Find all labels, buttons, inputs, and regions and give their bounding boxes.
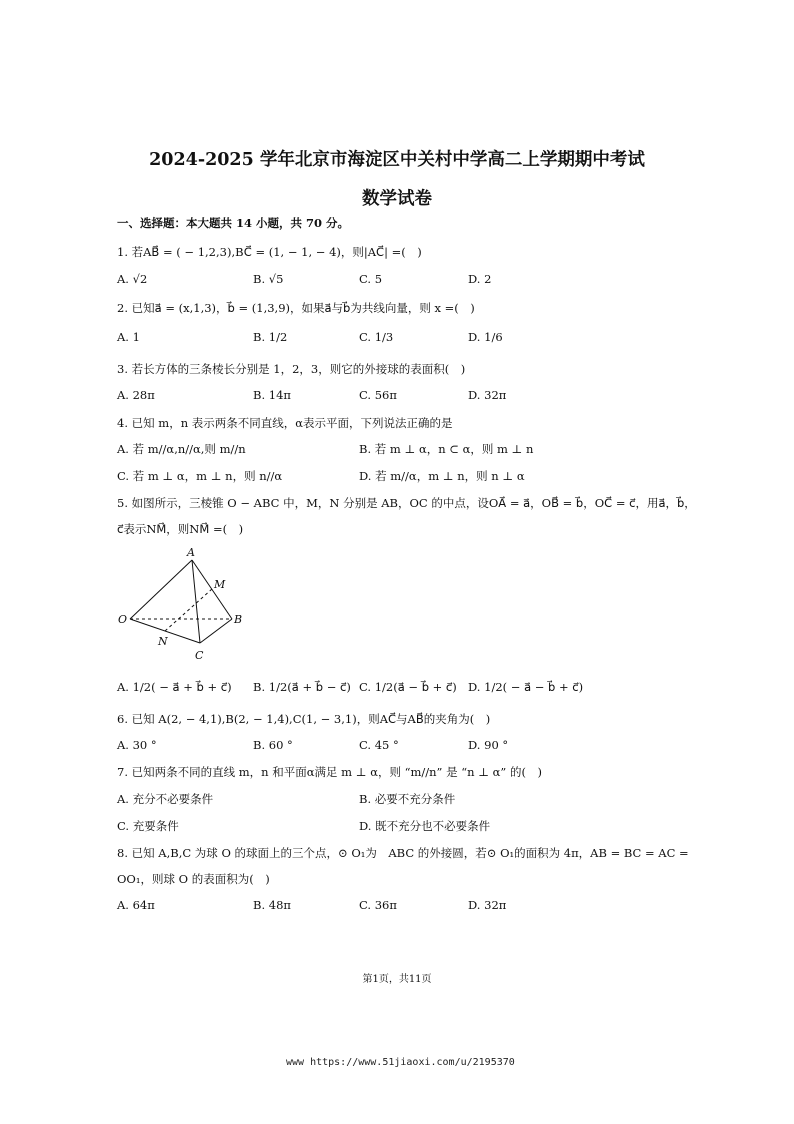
- q5-option-d: D. 1/2( − a⃗ − b⃗ + c⃗): [468, 680, 584, 694]
- q5-option-a: A. 1/2( − a⃗ + b⃗ + c⃗): [117, 680, 232, 694]
- document-title: 2024-2025 学年北京市海淀区中关村中学高二上学期期中考试: [149, 150, 645, 170]
- q7-option-d: D. 既不充分也不必要条件: [359, 819, 491, 833]
- edge-OA: [130, 560, 192, 619]
- q4-option-d: D. 若 m//α，m ⊥ n，则 n ⊥ α: [359, 469, 525, 483]
- q8-option-b: B. 48π: [253, 898, 291, 912]
- label-N: N: [158, 635, 168, 648]
- q6-option-b: B. 60 °: [253, 738, 293, 752]
- question-4-stem: 4. 已知 m，n 表示两条不同直线，α表示平面，下列说法正确的是: [117, 416, 453, 430]
- q3-option-d: D. 32π: [468, 388, 507, 402]
- question-5-stem: 5. 如图所示，三棱锥 O − ABC 中，M，N 分别是 AB，OC 的中点，设OA⃗ = a⃗，OB⃗ = b⃗，OC⃗ = c⃗，用a⃗，b⃗，: [117, 496, 696, 510]
- edge-BC: [200, 619, 232, 643]
- q8-option-c: C. 36π: [359, 898, 397, 912]
- q7-option-a: A. 充分不必要条件: [117, 792, 214, 806]
- label-C: C: [195, 649, 204, 662]
- edge-AC: [192, 560, 200, 643]
- q4-option-c: C. 若 m ⊥ α，m ⊥ n，则 n//α: [117, 469, 283, 483]
- q6-option-c: C. 45 °: [359, 738, 399, 752]
- q1-option-c: C. 5: [359, 272, 383, 286]
- q6-option-a: A. 30 °: [117, 738, 157, 752]
- q2-option-a: A. 1: [117, 330, 140, 344]
- label-A: A: [187, 546, 195, 559]
- question-1-stem: 1. 若AB⃗ = ( − 1,2,3),BC⃗ = (1, − 1, − 4)，则|AC⃗| =( ): [117, 245, 422, 259]
- q7-option-b: B. 必要不充分条件: [359, 792, 456, 806]
- page-footer: 第1页，共11页: [362, 974, 432, 985]
- q1-option-b: B. √5: [253, 272, 284, 286]
- question-5-stem-line2: c⃗表示NM⃗，则NM⃗ =( ): [117, 522, 244, 536]
- section-heading: 一、选择题：本大题共 14 小题，共 70 分。: [117, 216, 350, 230]
- label-B: B: [234, 613, 243, 626]
- q5-option-b: B. 1/2(a⃗ + b⃗ − c⃗): [253, 680, 351, 694]
- question-6-stem: 6. 已知 A(2, − 4,1),B(2, − 1,4),C(1, − 3,1)，则AC⃗与AB⃗的夹角为( ): [117, 712, 491, 726]
- question-8-stem-line2: OO₁，则球 O 的表面积为( ): [117, 872, 270, 886]
- q4-option-a: A. 若 m//α,n//α,则 m//n: [117, 442, 246, 456]
- watermark-url: www https://www.51jiaoxi.com/u/2195370: [286, 1057, 515, 1068]
- q1-option-d: D. 2: [468, 272, 492, 286]
- question-7-stem: 7. 已知两条不同的直线 m，n 和平面α满足 m ⊥ α，则 “m//n” 是 “n ⊥ α” 的( ): [117, 765, 542, 779]
- q2-option-b: B. 1/2: [253, 330, 288, 344]
- q8-option-a: A. 64π: [117, 898, 155, 912]
- label-M: M: [214, 578, 226, 591]
- q3-option-c: C. 56π: [359, 388, 397, 402]
- q8-option-d: D. 32π: [468, 898, 507, 912]
- q2-option-c: C. 1/3: [359, 330, 394, 344]
- label-O: O: [118, 613, 128, 626]
- document-subtitle: 数学试卷: [362, 189, 432, 209]
- question-2-stem: 2. 已知a⃗ = (x,1,3)，b⃗ = (1,3,9)，如果a⃗与b⃗为共线向量，则 x =( ): [117, 301, 475, 315]
- tetrahedron-figure: [110, 543, 260, 668]
- question-8-stem: 8. 已知 A,B,C 为球 O 的球面上的三个点，⊙ O₁为 ABC 的外接圆，若⊙ O₁的面积为 4π，AB = BC = AC =: [117, 846, 689, 860]
- segment-NM-dashed: [165, 589, 212, 631]
- q3-option-b: B. 14π: [253, 388, 291, 402]
- q5-option-c: C. 1/2(a⃗ − b⃗ + c⃗): [359, 680, 457, 694]
- q6-option-d: D. 90 °: [468, 738, 509, 752]
- q1-option-a: A. √2: [117, 272, 148, 286]
- q4-option-b: B. 若 m ⊥ α，n ⊂ α，则 m ⊥ n: [359, 442, 534, 456]
- q3-option-a: A. 28π: [117, 388, 155, 402]
- q2-option-d: D. 1/6: [468, 330, 503, 344]
- q7-option-c: C. 充要条件: [117, 819, 179, 833]
- question-3-stem: 3. 若长方体的三条棱长分别是 1，2，3，则它的外接球的表面积( ): [117, 362, 466, 376]
